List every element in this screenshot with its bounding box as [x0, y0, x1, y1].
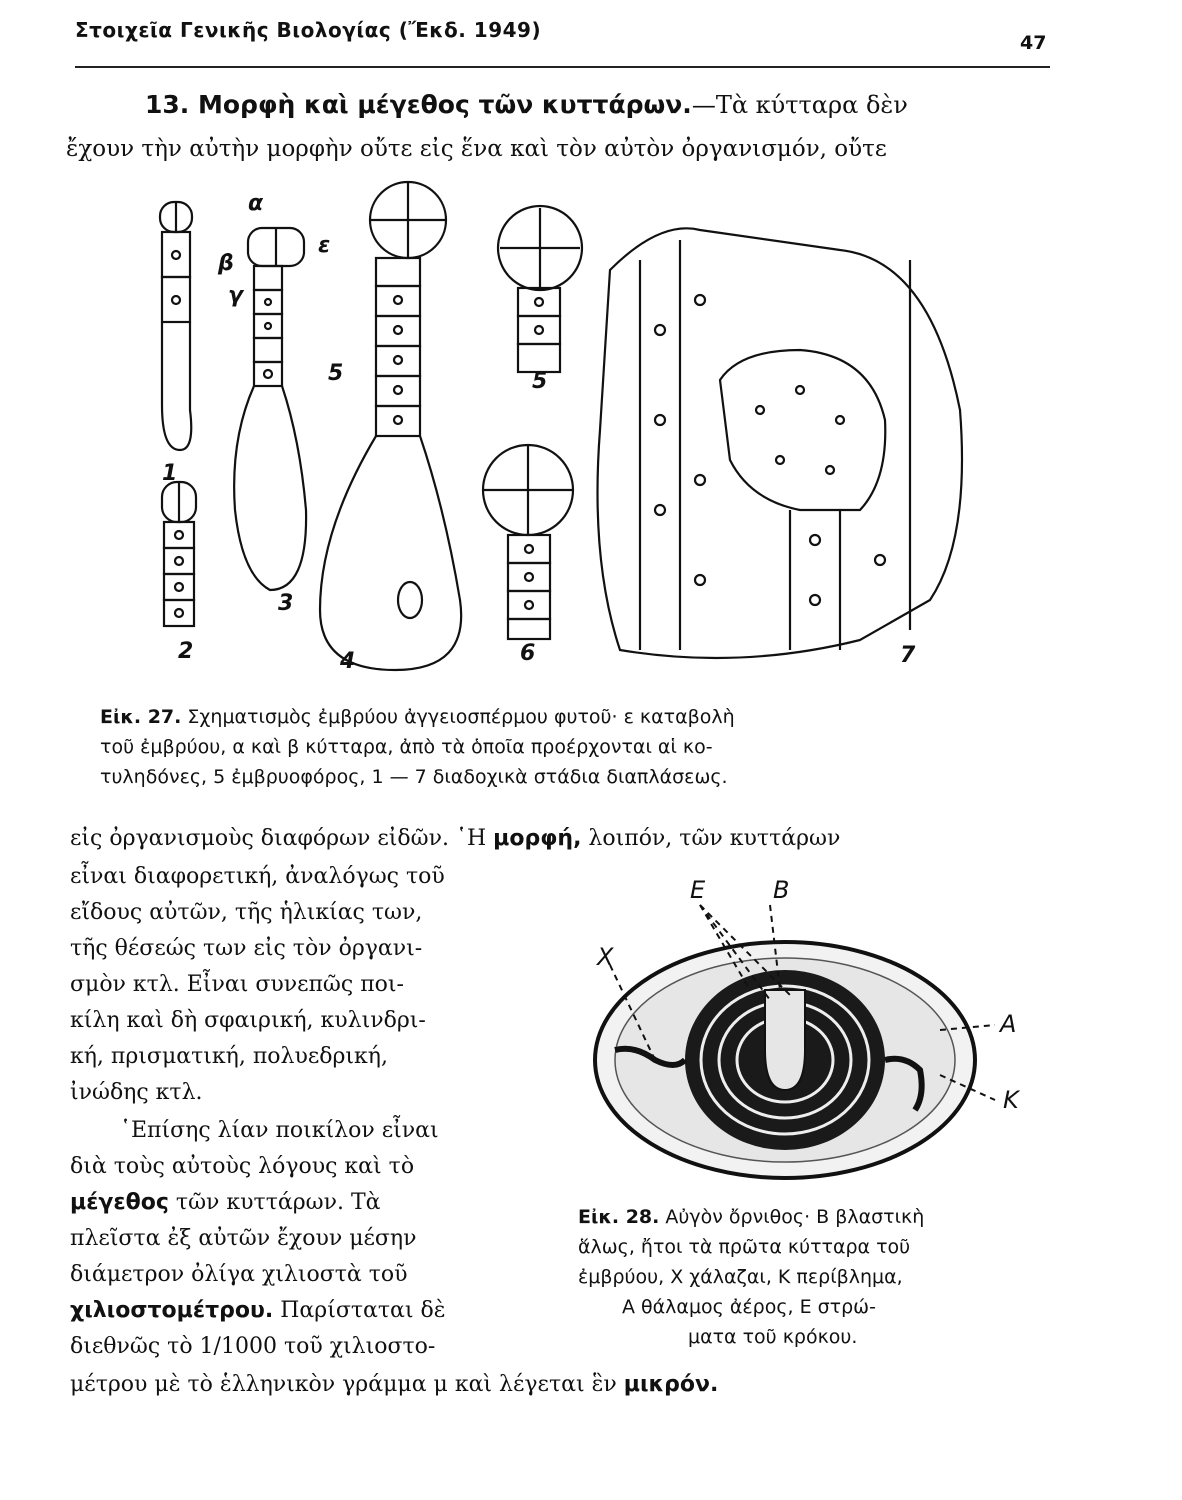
- fig27-label-5: 5: [532, 369, 548, 394]
- fig27-label-4: 4: [340, 649, 356, 674]
- fig27-label-2: 2: [178, 639, 194, 664]
- page-number: 47: [1020, 32, 1047, 54]
- fig27-label-suspensor: 5: [328, 361, 344, 386]
- figure-28-drawing: [575, 860, 1055, 1190]
- col-line: κή, πρισματική, πολυεδρική,: [70, 1044, 388, 1069]
- body-line1-end: λοιπόν, τῶν κυττάρων: [581, 826, 841, 851]
- millimeter-rest: Παρίσταται δὲ: [273, 1298, 446, 1323]
- fig27-label-beta: β: [218, 251, 234, 276]
- fig27-caption-line2: τοῦ ἐμβρύου, α καὶ β κύτταρα, ἀπὸ τὰ ὁποῖα προέρχονται αἱ κο-: [100, 736, 713, 758]
- body-last-line: [70, 1372, 718, 1397]
- fig28-caption-line5: ματα τοῦ κρόκου.: [688, 1326, 858, 1348]
- col-line: σμὸν κτλ. Εἶναι συνεπῶς ποι-: [70, 972, 404, 997]
- col-line: κίλη καὶ δὴ σφαιρική, κυλινδρι-: [70, 1008, 426, 1033]
- fig27-label-6: 6: [520, 641, 536, 666]
- embryo-stage-5: [498, 206, 582, 372]
- fig27-caption-line3: τυληδόνες, 5 ἐμβρυοφόρος, 1 — 7 διαδοχικὰ στάδια διαπλάσεως.: [100, 766, 728, 788]
- body-line1-start: εἰς ὀργανισμοὺς διαφόρων εἰδῶν. ῾Η: [70, 826, 494, 851]
- embryo-stage-4: [320, 182, 461, 670]
- fig28-label-B: B: [773, 876, 790, 904]
- fig28-label-A: A: [1000, 1010, 1017, 1038]
- figure-27-drawing: [140, 180, 990, 680]
- fig28-caption-line4: Α θάλαμος ἀέρος, Ε στρώ-: [622, 1296, 876, 1318]
- last-line-bold: μικρόν.: [623, 1372, 719, 1397]
- size-bold: μέγεθος: [70, 1190, 169, 1215]
- fig28-label-K: K: [1003, 1086, 1019, 1114]
- col-line: διάμετρον ὀλίγα χιλιοστὰ τοῦ: [70, 1262, 408, 1287]
- col-line: εἶναι διαφορετική, ἀναλόγως τοῦ: [70, 864, 445, 889]
- embryo-stage-6: [483, 445, 573, 639]
- section-line-2: ἔχουν τὴν αὐτὴν μορφὴν οὔτε εἰς ἕνα καὶ τὸν αὐτὸν ὀργανισμόν, οὔτε: [66, 136, 887, 162]
- section-intro-line: [145, 90, 908, 119]
- book-title: Στοιχεῖα Γενικῆς Βιολογίας (Ἔκδ. 1949): [75, 18, 542, 42]
- embryo-stage-1: [160, 202, 192, 450]
- col-line-bold: [70, 1298, 446, 1323]
- last-line-start: μέτρου μὲ τὸ ἑλληνικὸν γράμμα μ καὶ λέγεται ἓν: [70, 1372, 624, 1397]
- fig27-label-7: 7: [900, 643, 916, 668]
- fig28-label-X: X: [597, 943, 614, 971]
- col-line-size: [70, 1190, 381, 1215]
- fig28-caption-line3: ἐμβρύου, Χ χάλαζαι, Κ περίβλημα,: [578, 1266, 903, 1288]
- embryo-stage-7: [598, 228, 963, 658]
- size-rest: τῶν κυττάρων. Τὰ: [168, 1190, 381, 1215]
- section-intro-rest: —Τὰ κύτταρα δὲν: [691, 91, 908, 119]
- header-rule: [75, 66, 1050, 68]
- col-line: ῾Επίσης λίαν ποικίλον εἶναι: [120, 1118, 439, 1143]
- fig28-caption-label: Εἰκ. 28.: [578, 1206, 660, 1228]
- col-line: τῆς θέσεώς των εἰς τὸν ὀργανι-: [70, 936, 423, 961]
- fig27-caption-line1: [100, 706, 735, 728]
- fig27-caption-label: Εἰκ. 27.: [100, 706, 182, 728]
- fig27-label-3: 3: [278, 591, 294, 616]
- fig27-label-epsilon: ε: [318, 233, 331, 258]
- fig28-caption-line1: [578, 1206, 924, 1228]
- body-line-1: [70, 826, 840, 851]
- col-line: διεθνῶς τὸ 1/1000 τοῦ χιλιοστο-: [70, 1334, 436, 1359]
- fig27-label-alpha: α: [248, 191, 264, 216]
- millimeter-bold: χιλιοστομέτρου.: [70, 1298, 274, 1323]
- fig28-label-E: E: [690, 876, 706, 904]
- fig28-caption-text1: Αὐγὸν ὄρνιθος· Β βλαστικὴ: [665, 1206, 925, 1228]
- col-line: διὰ τοὺς αὐτοὺς λόγους καὶ τὸ: [70, 1154, 415, 1179]
- section-heading: 13. Μορφὴ καὶ μέγεθος τῶν κυττάρων.: [145, 90, 692, 119]
- fig28-caption-line2: ἅλως, ἤτοι τὰ πρῶτα κύτταρα τοῦ: [578, 1236, 911, 1258]
- col-line: εἴδους αὐτῶν, τῆς ἡλικίας των,: [70, 900, 423, 925]
- fig27-label-gamma: γ: [228, 283, 243, 308]
- col-line: πλεῖστα ἐξ αὐτῶν ἔχουν μέσην: [70, 1226, 417, 1251]
- embryo-stage-2: [162, 482, 196, 626]
- fig27-caption-text1: Σχηματισμὸς ἐμβρύου ἀγγειοσπέρμου φυτοῦ· ε καταβολὴ: [187, 706, 735, 728]
- col-line: ἰνώδης κτλ.: [70, 1080, 203, 1105]
- embryo-stage-3: [234, 228, 306, 590]
- body-line1-bold: μορφή,: [493, 826, 582, 851]
- fig27-label-1: 1: [162, 461, 178, 486]
